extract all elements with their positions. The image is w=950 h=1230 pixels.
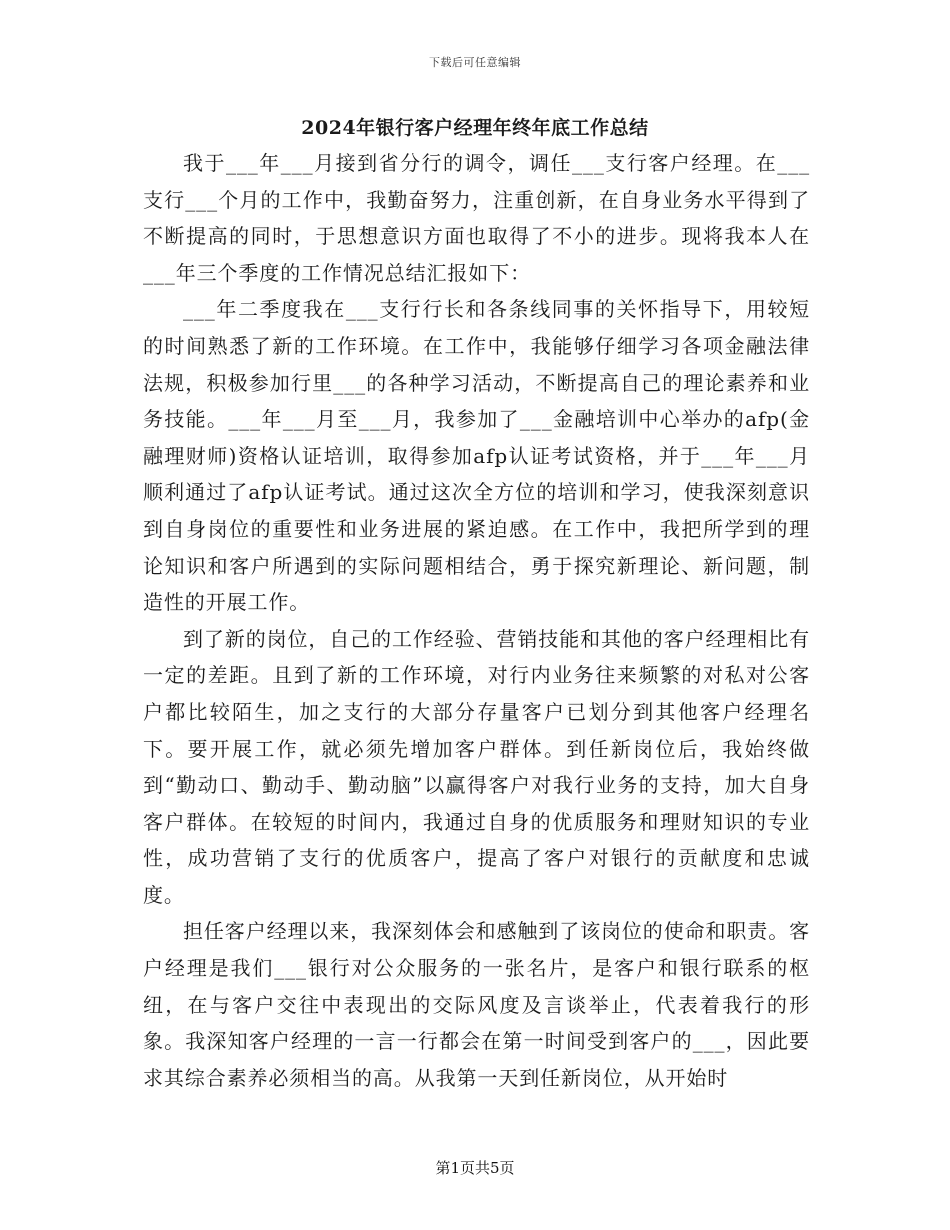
document-title: 2024年银行客户经理年终年底工作总结 (301, 117, 649, 139)
document-body (143, 145, 810, 1096)
page-header-note: 下载后可任意编辑 (429, 56, 521, 69)
paragraph-1: 我于___年___月接到省分行的调令，调任___支行客户经理。在___支行___个月的工作中，我勤奋努力，注重创新，在自身业务水平得到了不断提高的同时，于思想意识方面也取得了不小的进步。现将我本人在___年三个季度的工作情况总结汇报如下： (143, 151, 810, 285)
paragraph-4: 担任客户经理以来，我深刻体会和感触到了该岗位的使命和职责。客户经理是我们___银行对公众服务的一张名片，是客户和银行联系的枢纽，在与客户交往中表现出的交际风度及言谈举止，代表着我行的形象。我深知客户经理的一言一行都会在第一时间受到客户的___，因此要求其综合素养必须相当的高。从我第一天到任新岗位，从开始时 (143, 919, 810, 1090)
page-footer-number: 第1页共5页 (435, 1159, 515, 1177)
paragraph-2: ___年二季度我在___支行行长和各条线同事的关怀指导下，用较短的时间熟悉了新的工作环境。在工作中，我能够仔细学习各项金融法律法规，积极参加行里___的各种学习活动，不断提高自己的理论素养和业务技能。___年___月至___月，我参加了___金融培训中心举办的afp(金融理财师)资格认证培训，取得参加afp认证考试资格，并于___年___月顺利通过了afp认证考试。通过这次全方位的培训和学习，使我深刻意识到自身岗位的重要性和业务进展的紧迫感。在工作中，我把所学到的理论知识和客户所遇到的实际问题相结合，勇于探究新理论、新问题，制造性的开展工作。 (143, 297, 810, 615)
paragraph-3: 到了新的岗位，自己的工作经验、营销技能和其他的客户经理相比有一定的差距。且到了新的工作环境，对行内业务往来频繁的对私对公客户都比较陌生，加之支行的大部分存量客户已划分到其他客户经理名下。要开展工作，就必须先增加客户群体。到任新岗位后，我始终做到“勤动口、勤动手、勤动脑”以赢得客户对我行业务的支持，加大自身客户群体。在较短的时间内，我通过自身的优质服务和理财知识的专业性，成功营销了支行的优质客户，提高了客户对银行的贡献度和忠诚度。 (143, 626, 810, 907)
